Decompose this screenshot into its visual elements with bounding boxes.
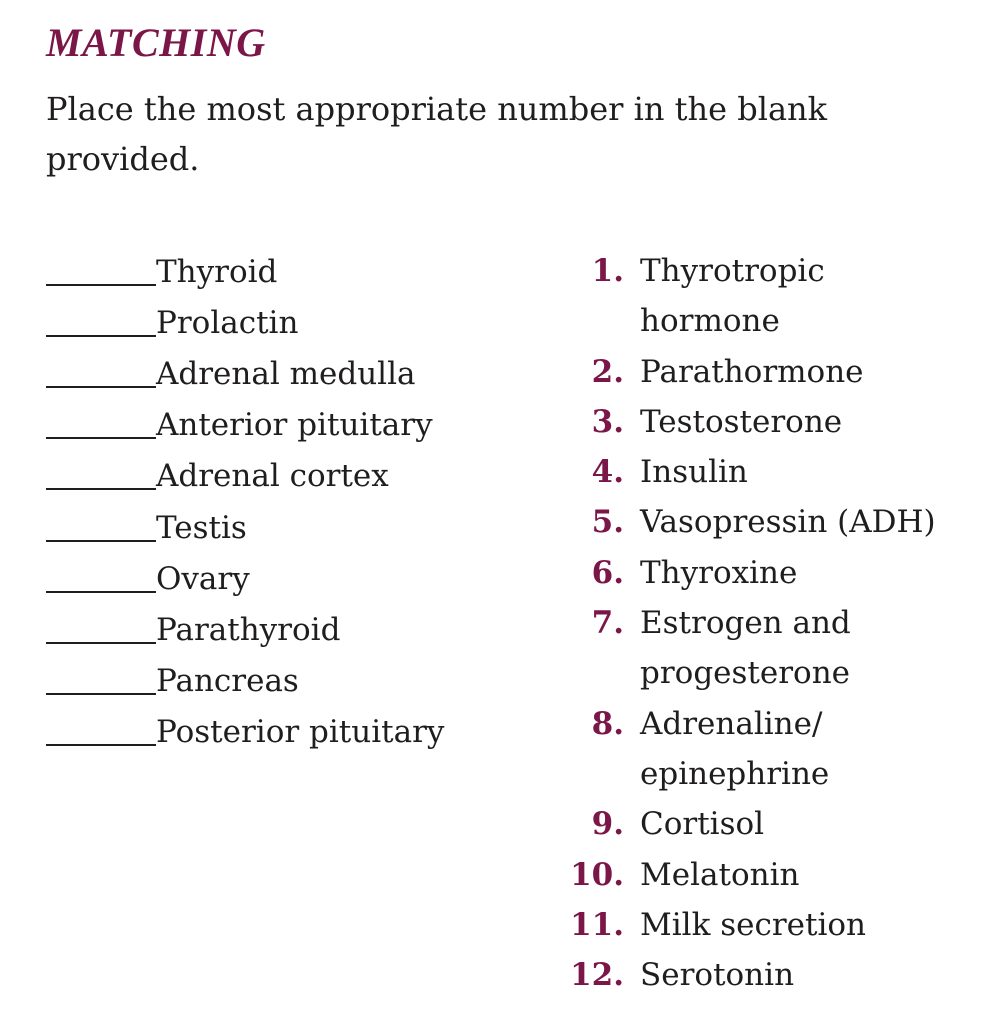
hormone-number: 7.: [591, 605, 624, 642]
answer-blank[interactable]: [46, 386, 156, 388]
hormone-item: [560, 699, 980, 800]
gland-item: [46, 451, 444, 502]
hormone-item: [560, 900, 980, 950]
hormone-label: Milk secretion: [640, 906, 866, 943]
hormone-label: Serotonin: [640, 957, 795, 994]
hormone-number: 12.: [570, 957, 624, 994]
hormone-label: Thyroxine: [640, 554, 798, 591]
gland-item: [46, 553, 444, 604]
hormone-label: Insulin: [640, 454, 748, 491]
hormones-list: [560, 246, 980, 1000]
hormone-label: Vasopressin (ADH): [640, 504, 936, 541]
hormone-number: 9.: [591, 806, 624, 843]
hormone-number: 4.: [591, 454, 624, 491]
hormone-item: [560, 548, 980, 598]
hormone-label: Parathormone: [640, 353, 864, 390]
hormone-item: [560, 850, 980, 900]
gland-item: [46, 246, 444, 297]
hormone-item: [560, 950, 980, 1000]
hormone-item: [560, 447, 980, 497]
hormone-item: [560, 347, 980, 397]
gland-label: Prolactin: [156, 304, 299, 341]
glands-list: [46, 246, 444, 758]
answer-blank[interactable]: [46, 642, 156, 644]
hormone-label: Thyrotropic hormone: [640, 253, 825, 340]
answer-blank[interactable]: [46, 693, 156, 695]
hormone-label: Melatonin: [640, 856, 800, 893]
answer-blank[interactable]: [46, 284, 156, 286]
gland-label: Parathyroid: [156, 611, 341, 648]
hormone-label: Adrenaline/ epinephrine: [640, 705, 830, 792]
gland-item: [46, 707, 444, 758]
answer-blank[interactable]: [46, 540, 156, 542]
hormone-label: Testosterone: [640, 403, 843, 440]
answer-blank[interactable]: [46, 437, 156, 439]
gland-item: [46, 400, 444, 451]
hormone-item: [560, 246, 980, 347]
answer-blank[interactable]: [46, 488, 156, 490]
hormone-number: 8.: [591, 705, 624, 742]
hormone-number: 10.: [570, 856, 624, 893]
hormone-number: 1.: [591, 253, 624, 289]
hormone-number: 2.: [591, 353, 624, 390]
answer-blank[interactable]: [46, 744, 156, 746]
hormone-number: 11.: [570, 906, 624, 943]
hormone-item: [560, 799, 980, 849]
hormone-label: Cortisol: [640, 806, 765, 843]
gland-label: Adrenal cortex: [156, 458, 389, 495]
hormone-item: [560, 397, 980, 447]
gland-item: [46, 502, 444, 553]
gland-item: [46, 604, 444, 655]
hormone-number: 5.: [591, 504, 624, 541]
gland-label: Anterior pituitary: [156, 407, 433, 444]
answer-blank[interactable]: [46, 335, 156, 337]
hormone-item: [560, 497, 980, 547]
gland-item: [46, 297, 444, 348]
gland-item: [46, 348, 444, 399]
gland-label: Adrenal medulla: [156, 355, 416, 392]
hormone-label: Estrogen and progesterone: [640, 605, 851, 692]
section-heading: MATCHING: [46, 20, 266, 65]
instructions-text: Place the most appropriate number in the blank provided.: [46, 90, 828, 178]
gland-label: Testis: [156, 509, 247, 546]
gland-label: Pancreas: [156, 663, 299, 700]
gland-label: Thyroid: [156, 253, 278, 290]
hormone-number: 3.: [591, 403, 624, 440]
answer-blank[interactable]: [46, 591, 156, 593]
gland-label: Posterior pituitary: [156, 714, 445, 751]
hormone-number: 6.: [591, 554, 624, 591]
hormone-item: [560, 598, 980, 699]
gland-item: [46, 656, 444, 707]
gland-label: Ovary: [156, 560, 250, 597]
